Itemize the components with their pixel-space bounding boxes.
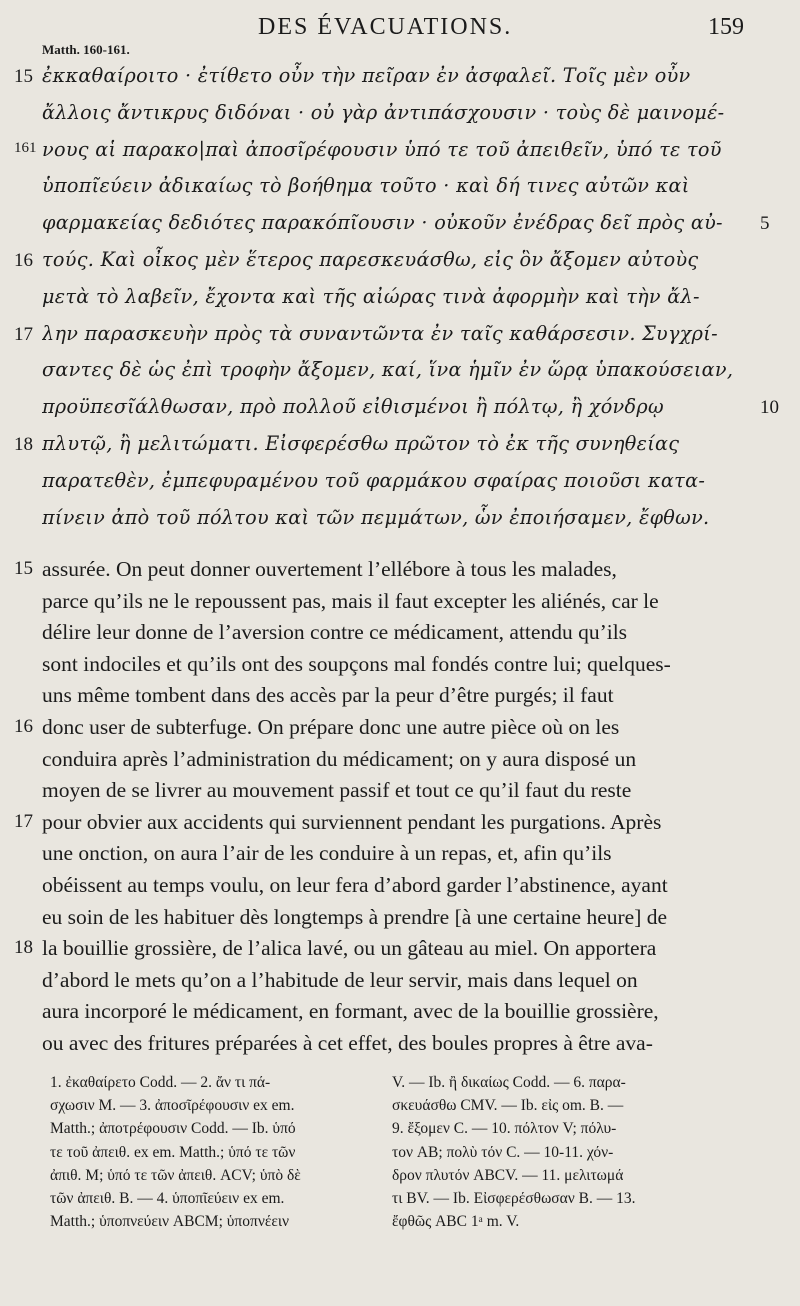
critical-note-line: τι BV. — Ib. Εἰσφερέσθωσαν B. — 13. <box>392 1190 636 1207</box>
french-line: la bouillie grossière, de l’alica lavé, ou un gâteau au miel. On apportera <box>42 936 657 960</box>
greek-line: προϋπεσῖάλθωσαν, πρὸ πολλοῦ εἰθισμένοι ἢ πόλτῳ, ἢ χόνδρῳ <box>42 395 664 418</box>
french-line: uns même tombent dans des accès par la peur d’être purgés; il faut <box>42 683 614 707</box>
margin-line-number: 17 <box>14 811 33 832</box>
greek-line: λην παρασκευὴν πρὸς τὰ συναντῶντα ἐν ταῖς καθάρσεσιν. Συγχρί- <box>42 322 718 345</box>
critical-note-line: Matth.; ἀποτρέφουσιν Codd. — Ib. ὑπό <box>50 1120 296 1137</box>
critical-note-line: δρον πλυτόν ABCV. — 11. μελιτωμά <box>392 1167 624 1184</box>
margin-line-number: 17 <box>14 324 33 345</box>
greek-line: ἐκκαθαίροιτο · ἐτίθετο οὖν τὴν πεῖραν ἐν ἀσφαλεῖ. Τοῖς μὲν οὖν <box>42 64 691 87</box>
french-line: délire leur donne de l’aversion contre ce médicament, attendu qu’ils <box>42 620 628 644</box>
french-line: aura incorporé le médicament, en formant, avec de la bouillie grossière, <box>42 999 659 1023</box>
page-number: 159 <box>708 14 744 40</box>
french-line: conduira après l’administration du médicament; on y aura disposé un <box>42 747 637 771</box>
critical-note-line: τον AB; πολὺ τόν C. — 10-11. χόν- <box>392 1144 614 1161</box>
french-line: moyen de se livrer au mouvement passif et tout ce qu’il faut du reste <box>42 778 632 802</box>
margin-line-number: 161 <box>14 140 37 156</box>
french-line: pour obvier aux accidents qui surviennent pendant les purgations. Après <box>42 810 662 834</box>
greek-line: μετὰ τὸ λαβεῖν, ἔχοντα καὶ τῆς αἰώρας τινὰ ἀφορμὴν καὶ τὴν ἄλ- <box>42 285 700 308</box>
greek-line: πλυτῷ, ἢ μελιτώματι. Εἰσφερέσθω πρῶτον τὸ ἐκ τῆς συνηθείας <box>42 432 680 455</box>
critical-note-line: τε τοῦ ἀπειθ. ex em. Matth.; ὑπό τε τῶν <box>50 1144 296 1161</box>
critical-note-line: σχωσιν M. — 3. ἀποσῖρέφουσιν ex em. <box>50 1097 295 1114</box>
greek-line: νους αἱ παρακο|παὶ ἀποσῖρέφουσιν ὑπό τε τοῦ ἀπειθεῖν, ὑπό τε τοῦ <box>42 138 722 161</box>
margin-line-number: 5 <box>760 213 770 234</box>
french-line: d’abord le mets qu’on a l’habitude de leur servir, mais dans lequel on <box>42 968 638 992</box>
french-line: parce qu’ils ne le repoussent pas, mais il faut excepter les aliénés, car le <box>42 589 659 613</box>
greek-line: τούς. Καὶ οἶκος μὲν ἕτερος παρεσκευάσθω, εἰς ὃν ἄξομεν αὐτοὺς <box>42 248 699 271</box>
critical-note-line: σκευάσθω CMV. — Ib. εἰς om. B. — <box>392 1097 624 1114</box>
greek-line: πίνειν ἀπὸ τοῦ πόλτου καὶ τῶν πεμμάτων, ὧν ἐποιήσαμεν, ἔφθων. <box>42 506 710 529</box>
greek-line: ἄλλοις ἄντικρυς διδόναι · οὐ γὰρ ἀντιπάσχουσιν · τοὺς δὲ μαινομέ- <box>42 101 725 124</box>
greek-line: ὑποπῖεύειν ἀδικαίως τὸ βοήθημα τοῦτο · καὶ δή τινες αὐτῶν καὶ <box>42 174 690 197</box>
french-line: ou avec des fritures préparées à cet effet, des boules propres à être ava- <box>42 1031 653 1055</box>
french-line: assurée. On peut donner ouvertement l’ellébore à tous les malades, <box>42 557 617 581</box>
margin-line-number: 15 <box>14 558 33 579</box>
critical-note-line: ἀπιθ. M; ὑπό τε τῶν ἀπειθ. ACV; ὑπὸ δὲ <box>50 1167 301 1184</box>
french-line: obéissent au temps voulu, on leur fera d’abord garder l’abstinence, ayant <box>42 873 668 897</box>
critical-note-line: τῶν ἀπειθ. B. — 4. ὑποπῖεύειν ex em. <box>50 1190 285 1207</box>
french-line: une onction, on aura l’air de les conduire à un repas, et, afin qu’ils <box>42 841 612 865</box>
critical-note-line: 1. ἐκαθαίρετο Codd. — 2. ἄν τι πά- <box>50 1074 271 1091</box>
running-title: DES ÉVACUATIONS. <box>258 14 513 40</box>
greek-line: παρατεθὲν, ἐμπεφυραμένου τοῦ φαρμάκου σφαίρας ποιοῦσι κατα- <box>42 469 706 492</box>
greek-line: σαντες δὲ ὡς ἐπὶ τροφὴν ἄξομεν, καί, ἵνα ἡμῖν ἐν ὥρᾳ ὑπακούσειαν, <box>42 358 734 381</box>
margin-line-number: 16 <box>14 250 33 271</box>
french-line: donc user de subterfuge. On prépare donc une autre pièce où on les <box>42 715 620 739</box>
french-line: sont indociles et qu’ils ont des soupçons mal fondés contre lui; quelques- <box>42 652 671 676</box>
source-reference: Matth. 160-161. <box>42 42 130 57</box>
critical-note-line: ἔφθῶς ABC 1ᵃ m. V. <box>392 1213 520 1230</box>
critical-note-line: Matth.; ὑποπνεύειν ABCM; ὑποπνέειν <box>50 1213 290 1230</box>
margin-line-number: 18 <box>14 937 33 958</box>
greek-line: φαρμακείας δεδιότες παρακόπῖουσιν · οὐκοῦν ἐνέδρας δεῖ πρὸς αὐ- <box>42 211 723 234</box>
critical-note-line: V. — Ib. ἢ δικαίως Codd. — 6. παρα- <box>392 1074 626 1091</box>
margin-line-number: 16 <box>14 716 33 737</box>
margin-line-number: 10 <box>760 397 779 418</box>
critical-note-line: 9. ἔξομεν C. — 10. πόλτον V; πόλυ- <box>392 1120 617 1137</box>
french-line: eu soin de les habituer dès longtemps à prendre [à une certaine heure] de <box>42 905 668 929</box>
margin-line-number: 15 <box>14 66 33 87</box>
margin-line-number: 18 <box>14 434 33 455</box>
